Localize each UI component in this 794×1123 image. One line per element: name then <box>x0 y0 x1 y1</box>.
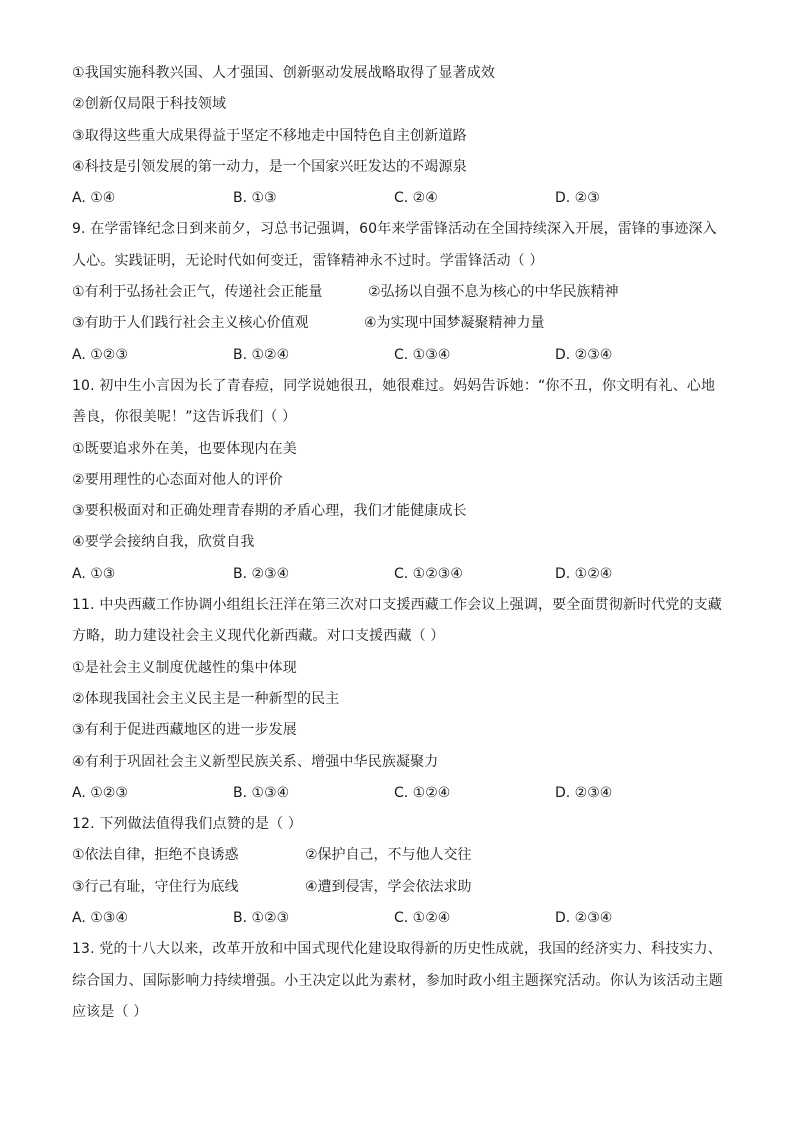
q10-option-d: D. ①②④ <box>555 565 613 582</box>
q11-option-c: C. ①②④ <box>394 784 451 801</box>
q12-item-2: ②保护自己，不与他人交往 <box>305 847 472 864</box>
q12-item-3: ③行己有耻，守住行为底线 <box>72 878 239 895</box>
q10-option-a: A. ①③ <box>72 565 116 582</box>
q11-item-2: ②体现我国社会主义民主是一种新型的民主 <box>72 690 340 707</box>
q8-options <box>72 183 722 214</box>
q11-option-d: D. ②③④ <box>555 784 613 801</box>
q9-item-1: ①有利于弘扬社会正气，传递社会正能量 <box>72 284 323 301</box>
q8-item-4: ④科技是引领发展的第一动力，是一个国家兴旺发达的不竭源泉 <box>72 158 467 175</box>
q8-item-3: ③取得这些重大成果得益于坚定不移地走中国特色自主创新道路 <box>72 127 467 144</box>
q11-item-3: ③有利于促进西藏地区的进一步发展 <box>72 722 297 739</box>
q10-item-2: ②要用理性的心态面对他人的评价 <box>72 471 283 488</box>
q10-item-3: ③要积极面对和正确处理青春期的矛盾心理，我们才能健康成长 <box>72 503 467 520</box>
q12-items-row-1 <box>72 840 722 871</box>
q9-options <box>72 340 722 371</box>
q9-option-c: C. ①③④ <box>394 346 451 363</box>
q12-item-1: ①依法自律，拒绝不良诱惑 <box>72 847 239 864</box>
q11-options <box>72 778 722 809</box>
q9-option-a: A. ①②③ <box>72 346 128 363</box>
q10-stem-line-2: 善良，你很美呢！”这告诉我们（ ） <box>72 409 297 426</box>
q10-stem-line-1: 10. 初中生小言因为长了青春痘，同学说她很丑，她很难过。妈妈告诉她：“你不丑，你文明有礼、心地 <box>72 377 716 394</box>
q9-items-row-1 <box>72 277 722 308</box>
q8-option-c: C. ②④ <box>394 190 438 207</box>
q9-stem-line-1: 9. 在学雷锋纪念日到来前夕，习总书记强调，60年来学雷锋活动在全国持续深入开展，雷锋的事迹深入 <box>72 221 717 238</box>
q10-item-4: ④要学会接纳自我，欣赏自我 <box>72 534 255 551</box>
q11-item-4: ④有利于巩固社会主义新型民族关系、增强中华民族凝聚力 <box>72 753 439 770</box>
q12-stem: 12. 下列做法值得我们点赞的是（ ） <box>72 816 303 833</box>
q12-option-c: C. ①②④ <box>394 910 451 927</box>
q11-option-b: B. ①③④ <box>233 784 290 801</box>
q12-items-row-2 <box>72 872 722 903</box>
q9-item-2: ②弘扬以自强不息为核心的中华民族精神 <box>368 284 619 301</box>
q9-item-3: ③有助于人们践行社会主义核心价值观 <box>72 315 309 332</box>
q10-option-b: B. ②③④ <box>233 565 290 582</box>
q12-option-d: D. ②③④ <box>555 910 613 927</box>
q11-item-1: ①是社会主义制度优越性的集中体现 <box>72 659 297 676</box>
q12-option-a: A. ①③④ <box>72 910 128 927</box>
q8-item-1: ①我国实施科教兴国、人才强国、创新驱动发展战略取得了显著成效 <box>72 65 496 81</box>
q8-item-2: ②创新仅局限于科技领域 <box>72 96 227 113</box>
q8-option-d: D. ②③ <box>555 190 600 207</box>
q11-stem-line-2: 方略，助力建设社会主义现代化新西藏。对口支援西藏（ ） <box>72 628 445 645</box>
q12-options <box>72 903 722 934</box>
q13-stem-line-2: 综合国力、国际影响力持续增强。小王决定以此为素材，参加时政小组主题探究活动。你认为该活动主题 <box>72 972 723 989</box>
q12-option-b: B. ①②③ <box>233 910 290 927</box>
q10-item-1: ①既要追求外在美，也要体现内在美 <box>72 440 297 457</box>
q12-item-4: ④遭到侵害，学会依法求助 <box>305 878 472 895</box>
exam-page <box>72 58 722 1028</box>
q11-option-a: A. ①②③ <box>72 784 128 801</box>
q8-option-a: A. ①④ <box>72 190 116 207</box>
q10-option-c: C. ①②③④ <box>394 565 463 582</box>
q9-option-d: D. ②③④ <box>555 346 613 363</box>
q8-option-b: B. ①③ <box>233 190 277 207</box>
q11-stem-line-1: 11. 中央西藏工作协调小组组长汪洋在第三次对口支援西藏工作会议上强调，要全面贯彻新时代党的支藏 <box>72 597 722 614</box>
q10-options <box>72 559 722 590</box>
q13-stem-line-3: 应该是（ ） <box>72 1003 148 1020</box>
q9-items-row-2 <box>72 308 722 339</box>
q9-item-4: ④为实现中国梦凝聚精神力量 <box>364 315 545 332</box>
q9-stem-line-2: 人心。实践证明，无论时代如何变迁，雷锋精神永不过时。学雷锋活动（ ） <box>72 252 544 269</box>
q9-option-b: B. ①②④ <box>233 346 290 363</box>
q13-stem-line-1: 13. 党的十八大以来，改革开放和中国式现代化建设取得新的历史性成就，我国的经济实力、科技实力、 <box>72 941 722 958</box>
